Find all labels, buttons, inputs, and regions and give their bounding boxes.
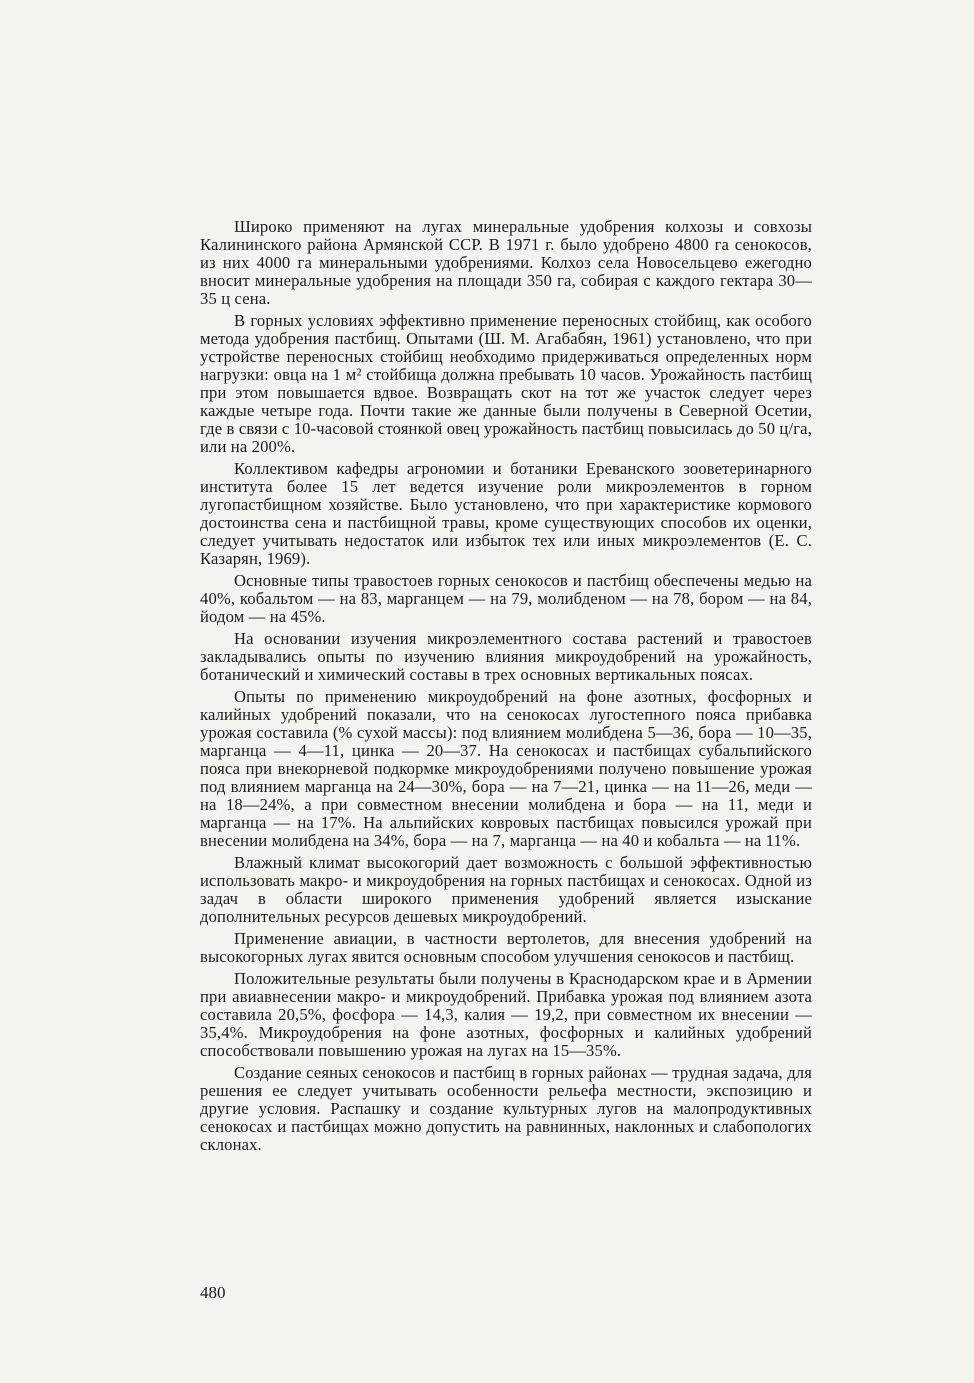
page-number: 480	[200, 1283, 226, 1302]
paragraph-1: Широко применяют на лугах минеральные удобрения колхозы и совхозы Калининского района Армянской ССР. В 1971 г. было удобрено 4800 га сенокосов, из них 4000 га минеральными удобрениями. Колхоз села Новосельцево ежегодно вносит минеральные удобрения на площади 350 га, собирая с каждого гектара 30—35 ц сена.	[200, 217, 812, 308]
paragraph-2: В горных условиях эффективно применение переносных стойбищ, как особого метода удобрения пастбищ. Опытами (Ш. М. Агабабян, 1961) установлено, что при устройстве переносных стойбищ необходимо придерживаться определенных норм нагрузки: овца на 1 м² стойбища должна пребывать 10 часов. Урожайность пастбищ при этом повышается вдвое. Возвращать скот на тот же участок следует через каждые четыре года. Почти такие же данные были получены в Северной Осетии, где в связи с 10-часовой стоянкой овец урожайность пастбищ повысилась до 50 ц/га, или на 200%.	[200, 311, 812, 456]
paragraph-8: Применение авиации, в частности вертолетов, для внесения удобрений на высокогорных лугах явится основным способом улучшения сенокосов и пастбищ.	[200, 929, 812, 966]
paragraph-3: Коллективом кафедры агрономии и ботаники Ереванского зооветеринарного института более 15 лет ведется изучение роли микроэлементов в горном лугопастбищном хозяйстве. Было установлено, что при характеристике кормового достоинства сена и пастбищной травы, кроме существующих способов их оценки, следует учитывать недостаток или избыток тех или иных микроэлементов (Е. С. Казарян, 1969).	[200, 459, 812, 568]
body-text	[200, 218, 812, 1158]
paragraph-6: Опыты по применению микроудобрений на фоне азотных, фосфорных и калийных удобрений показали, что на сенокосах лугостепного пояса прибавка урожая составила (% сухой массы): под влиянием молибдена 5—36, бора — 10—35, марганца — 4—11, цинка — 20—37. На сенокосах и пастбищах субальпийского пояса при внекорневой подкормке микроудобрениями получено повышение урожая под влиянием марганца на 24—30%, бора — на 7—21, цинка — на 11—26, меди — на 18—24%, а при совместном внесении молибдена и бора — на 11, меди и марганца — на 17%. На альпийских ковровых пастбищах повысился урожай при внесении молибдена на 34%, бора — на 7, марганца — на 40 и кобальта — на 11%.	[200, 687, 812, 850]
paragraph-4: Основные типы травостоев горных сенокосов и пастбищ обеспечены медью на 40%, кобальтом — на 83, марганцем — на 79, молибденом — на 78, бором — на 84, йодом — на 45%.	[200, 571, 812, 626]
paragraph-9: Положительные результаты были получены в Краснодарском крае и в Армении при авиавнесении макро- и микроудобрений. Прибавка урожая под влиянием азота составила 20,5%, фосфора — 14,3, калия — 19,2, при совместном их внесении — 35,4%. Микроудобрения на фоне азотных, фосфорных и калийных удобрений способствовали повышению урожая на лугах на 15—35%.	[200, 969, 812, 1060]
paragraph-5: На основании изучения микроэлементного состава растений и травостоев закладывались опыты по изучению влияния микроудобрений на урожайность, ботанический и химический составы в трех основных вертикальных поясах.	[200, 629, 812, 684]
paragraph-10: Создание сеяных сенокосов и пастбищ в горных районах — трудная задача, для решения ее следует учитывать особенности рельефа местности, экспозицию и другие условия. Распашку и создание культурных лугов на малопродуктивных сенокосах и пастбищах можно допустить на равнинных, наклонных и слабопологих склонах.	[200, 1063, 812, 1154]
paragraph-7: Влажный климат высокогорий дает возможность с большой эффективностью использовать макро- и микроудобрения на горных пастбищах и сенокосах. Одной из задач в области широкого применения удобрений является изыскание дополнительных ресурсов дешевых микроудобрений.	[200, 853, 812, 926]
